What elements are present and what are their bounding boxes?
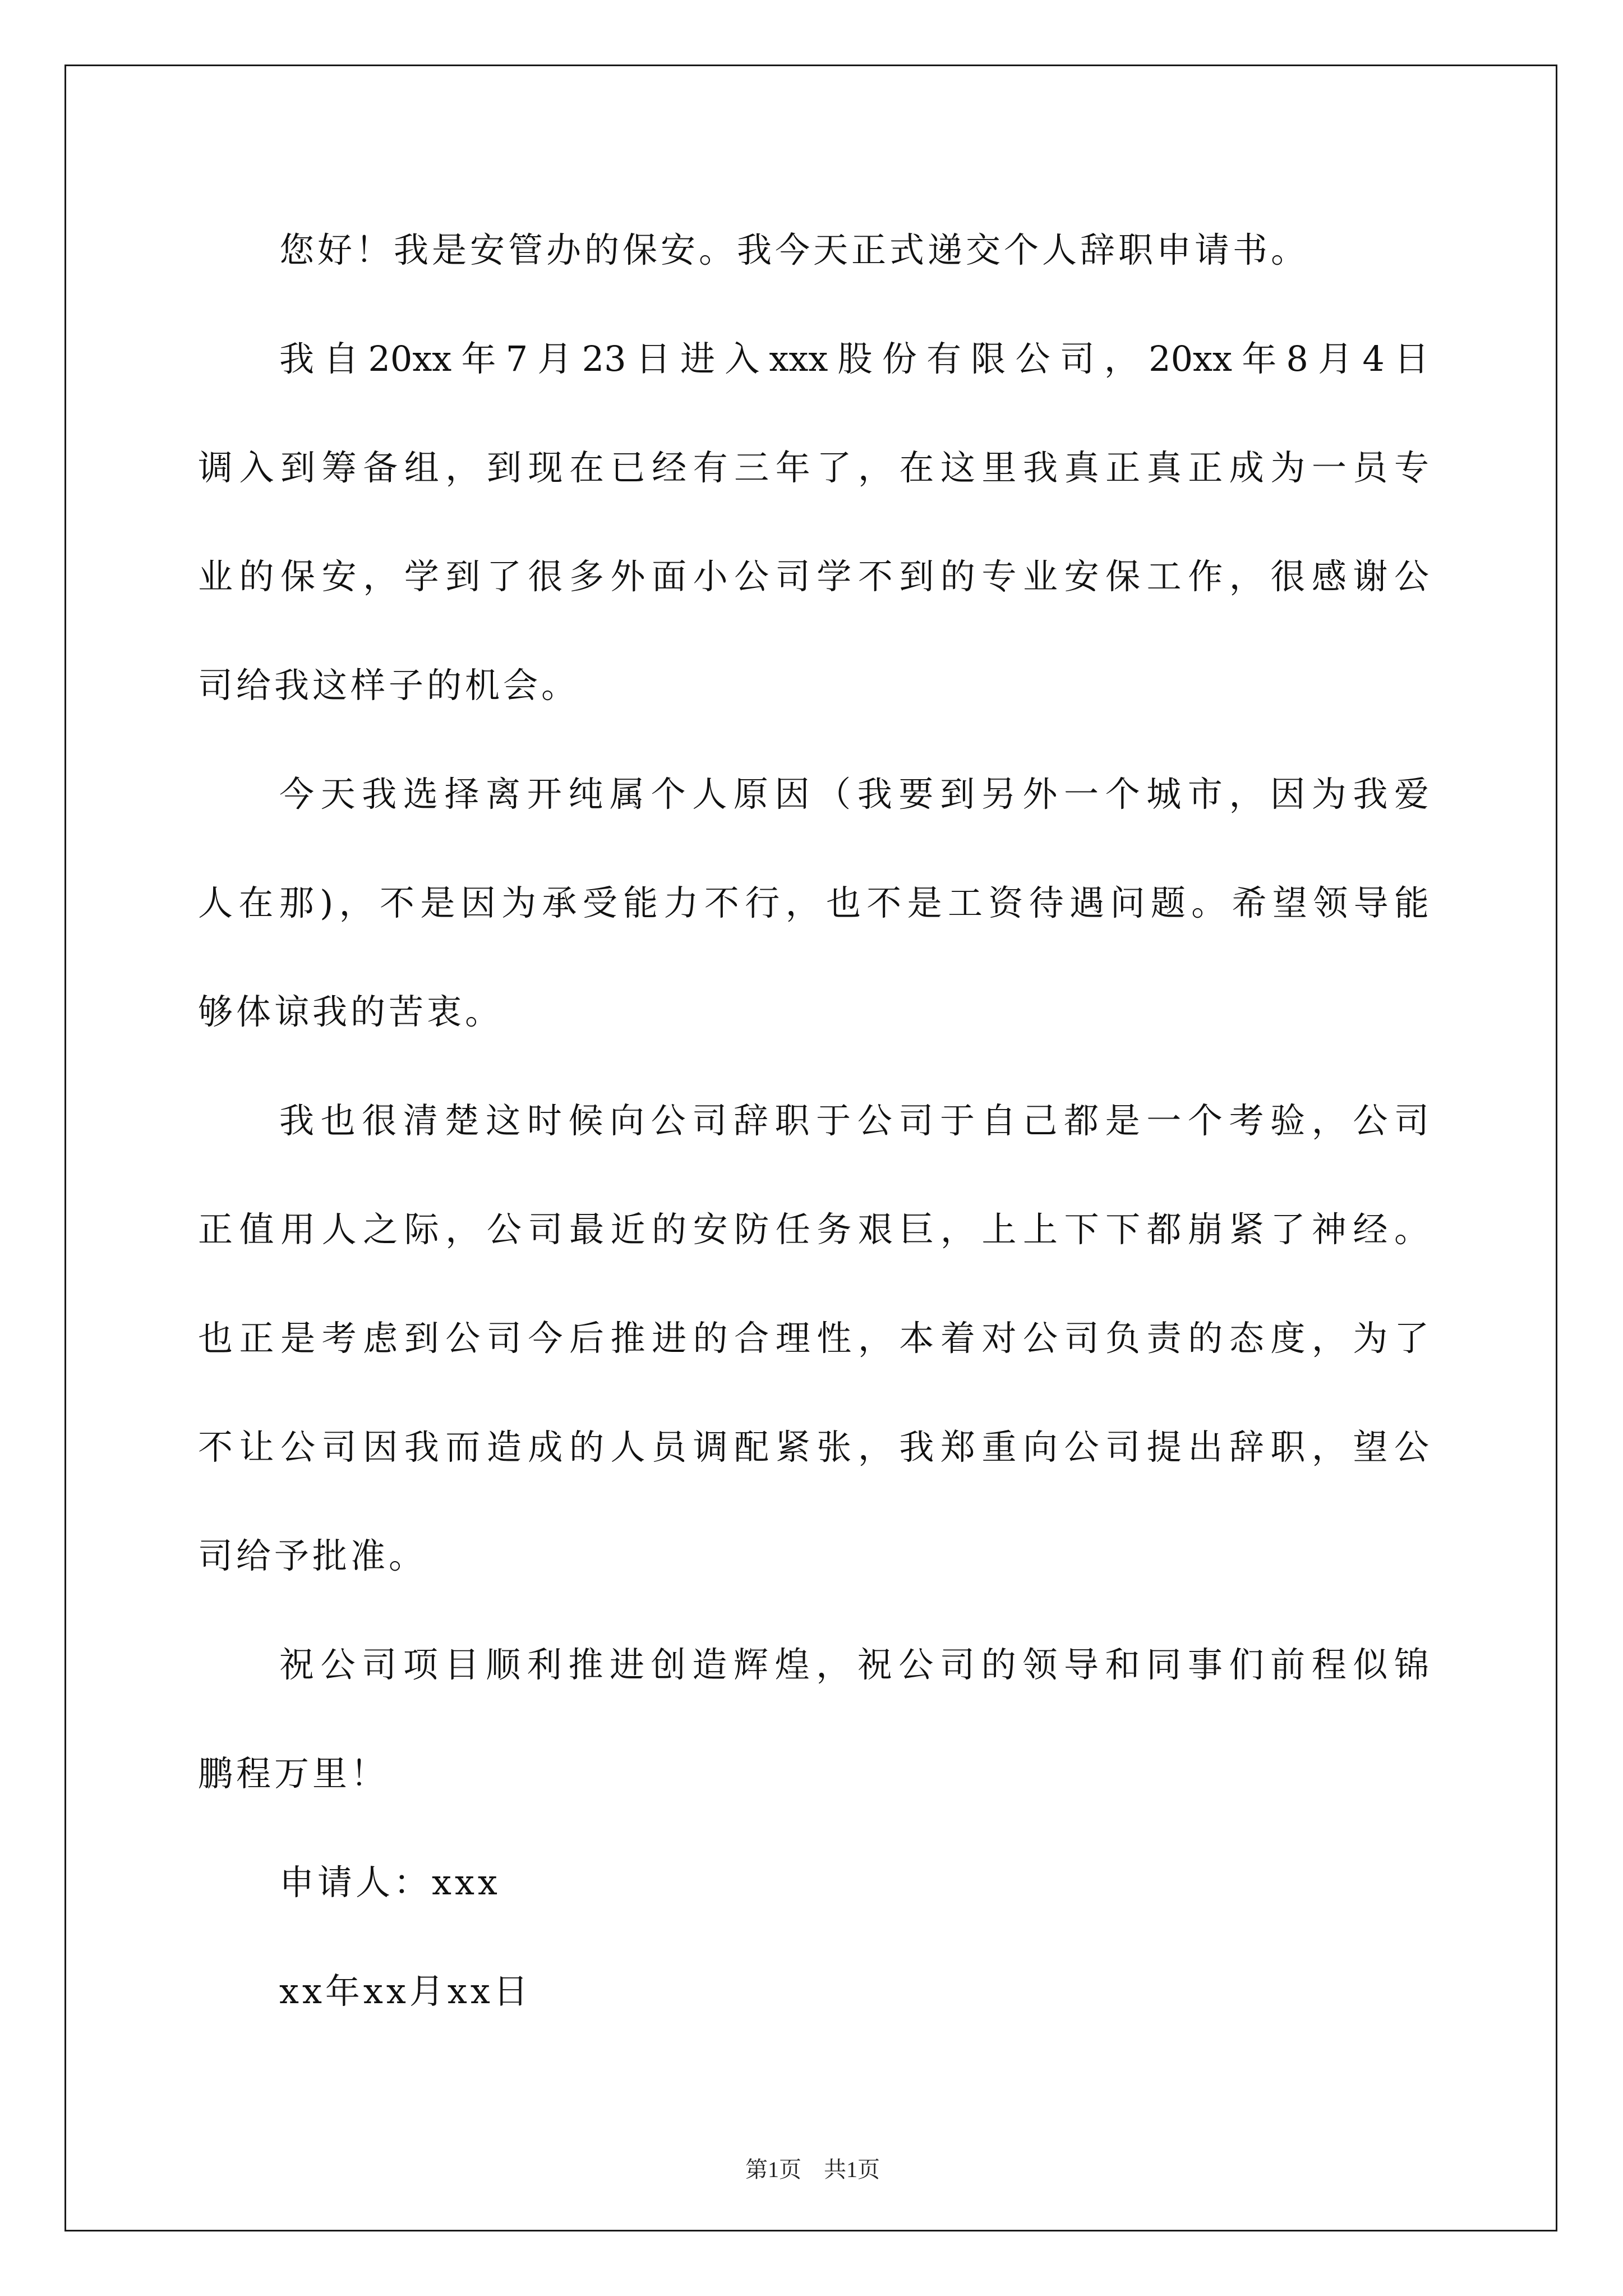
- letter-line: 人在那)，不是因为承受能力不行，也不是工资待遇问题。希望领导能: [198, 882, 1429, 923]
- letter-line: 调入到筹备组，到现在已经有三年了，在这里我真正真正成为一员专: [198, 447, 1429, 488]
- letter-line: 我也很清楚这时候向公司辞职于公司于自己都是一个考验，公司: [279, 1100, 1429, 1141]
- letter-line: 正值用人之际，公司最近的安防任务艰巨，上上下下都崩紧了神经。: [198, 1209, 1429, 1250]
- letter-line: 我自20xx年7月23日进入xxx股份有限公司，20xx年8月4日: [279, 338, 1429, 379]
- letter-line: 业的保安，学到了很多外面小公司学不到的专业安保工作，很感谢公: [198, 556, 1429, 597]
- letter-line: 今天我选择离开纯属个人原因（我要到另外一个城市，因为我爱: [279, 774, 1429, 815]
- letter-line: 您好！我是安管办的保安。我今天正式递交个人辞职申请书。: [279, 229, 1310, 270]
- letter-line: 祝公司项目顺利推进创造辉煌，祝公司的领导和同事们前程似锦: [279, 1644, 1429, 1685]
- letter-line: 够体谅我的苦衷。: [198, 991, 504, 1032]
- date-line: xx年xx月xx日: [279, 1971, 532, 2012]
- page-frame: [64, 65, 1557, 2231]
- letter-line: 不让公司因我而造成的人员调配紧张，我郑重向公司提出辞职，望公: [198, 1427, 1429, 1467]
- letter-line: 司给予批准。: [198, 1535, 427, 1576]
- letter-line: 也正是考虑到公司今后推进的合理性，本着对公司负责的态度，为了: [198, 1318, 1429, 1359]
- applicant-line: 申请人：xxx: [279, 1862, 501, 1903]
- letter-line: 鹏程万里！: [198, 1753, 389, 1794]
- page-number-footer: 第1页 共1页: [745, 2157, 880, 2182]
- letter-line: 司给我这样子的机会。: [198, 665, 580, 706]
